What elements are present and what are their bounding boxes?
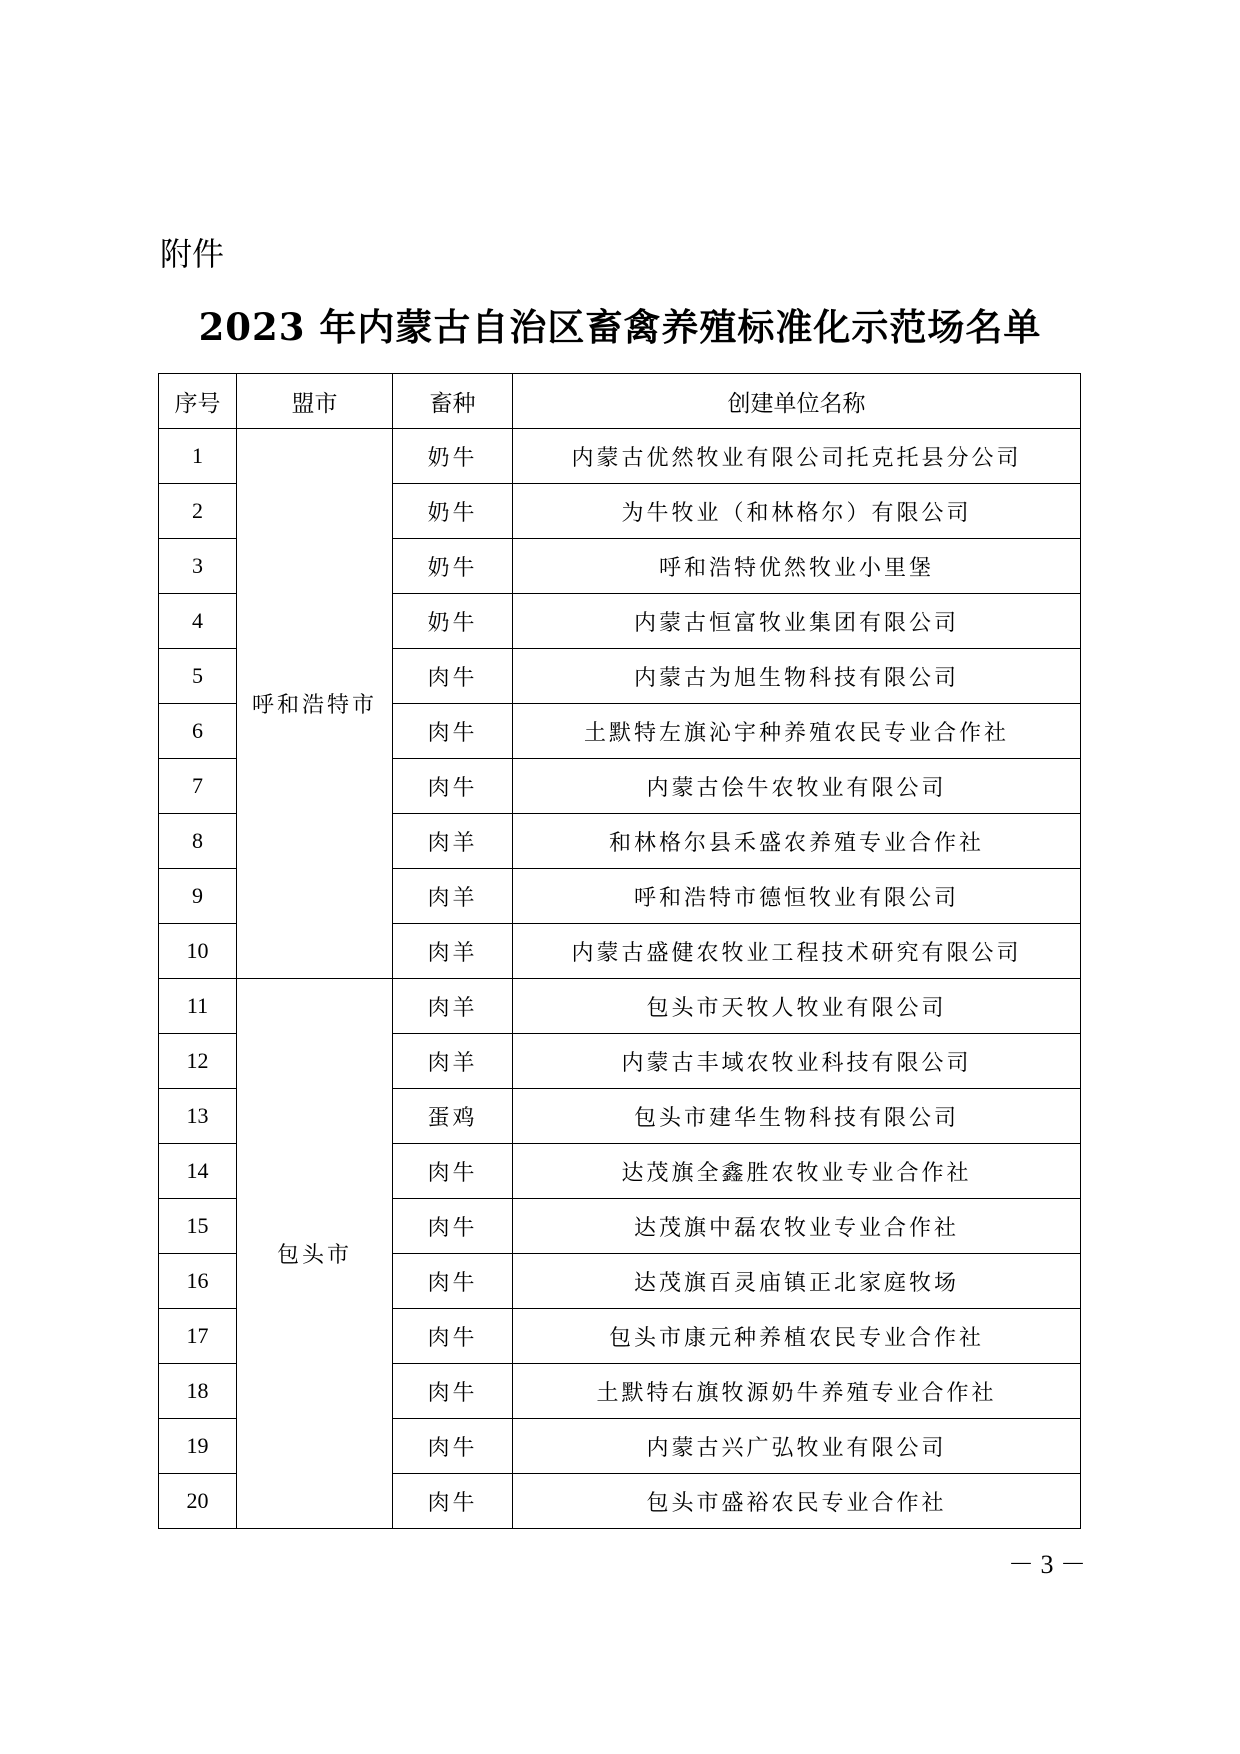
seq-cell: 19 bbox=[159, 1419, 237, 1474]
unit-name-cell: 内蒙古兴广弘牧业有限公司 bbox=[513, 1419, 1081, 1474]
table-row bbox=[159, 429, 1081, 484]
species-cell: 肉牛 bbox=[393, 1419, 513, 1474]
species-cell: 肉羊 bbox=[393, 814, 513, 869]
document-title: 2023 年内蒙古自治区畜禽养殖标准化示范场名单 bbox=[198, 305, 1042, 349]
seq-cell: 12 bbox=[159, 1034, 237, 1089]
region-cell-baotou: 包头市 bbox=[237, 979, 393, 1529]
species-cell: 奶牛 bbox=[393, 484, 513, 539]
seq-cell: 13 bbox=[159, 1089, 237, 1144]
unit-name-cell: 土默特右旗牧源奶牛养殖专业合作社 bbox=[513, 1364, 1081, 1419]
unit-name-cell: 内蒙古盛健农牧业工程技术研究有限公司 bbox=[513, 924, 1081, 979]
unit-name-cell: 呼和浩特市德恒牧业有限公司 bbox=[513, 869, 1081, 924]
seq-cell: 16 bbox=[159, 1254, 237, 1309]
seq-cell: 1 bbox=[159, 429, 237, 484]
species-cell: 蛋鸡 bbox=[393, 1089, 513, 1144]
species-cell: 奶牛 bbox=[393, 429, 513, 484]
species-cell: 奶牛 bbox=[393, 594, 513, 649]
species-cell: 肉牛 bbox=[393, 649, 513, 704]
species-cell: 肉羊 bbox=[393, 869, 513, 924]
seq-cell: 14 bbox=[159, 1144, 237, 1199]
seq-cell: 10 bbox=[159, 924, 237, 979]
unit-name-cell: 内蒙古丰域农牧业科技有限公司 bbox=[513, 1034, 1081, 1089]
unit-name-cell: 呼和浩特优然牧业小里堡 bbox=[513, 539, 1081, 594]
unit-name-cell: 包头市康元种养植农民专业合作社 bbox=[513, 1309, 1081, 1364]
seq-cell: 20 bbox=[159, 1474, 237, 1529]
seq-cell: 15 bbox=[159, 1199, 237, 1254]
seq-cell: 4 bbox=[159, 594, 237, 649]
seq-cell: 6 bbox=[159, 704, 237, 759]
species-cell: 肉牛 bbox=[393, 1309, 513, 1364]
attachment-label: 附件 bbox=[160, 235, 225, 273]
unit-name-cell: 内蒙古优然牧业有限公司托克托县分公司 bbox=[513, 429, 1081, 484]
unit-name-cell: 和林格尔县禾盛农养殖专业合作社 bbox=[513, 814, 1081, 869]
seq-cell: 7 bbox=[159, 759, 237, 814]
species-cell: 肉牛 bbox=[393, 1144, 513, 1199]
unit-name-cell: 达茂旗全鑫胜农牧业专业合作社 bbox=[513, 1144, 1081, 1199]
seq-cell: 3 bbox=[159, 539, 237, 594]
page-number: － 3 － bbox=[1007, 1550, 1086, 1579]
species-cell: 肉牛 bbox=[393, 1254, 513, 1309]
species-cell: 肉羊 bbox=[393, 924, 513, 979]
species-cell: 肉牛 bbox=[393, 1364, 513, 1419]
species-cell: 肉牛 bbox=[393, 1199, 513, 1254]
unit-name-cell: 达茂旗百灵庙镇正北家庭牧场 bbox=[513, 1254, 1081, 1309]
unit-name-cell: 包头市盛裕农民专业合作社 bbox=[513, 1474, 1081, 1529]
header-unit-name: 创建单位名称 bbox=[513, 374, 1081, 429]
unit-name-cell: 包头市建华生物科技有限公司 bbox=[513, 1089, 1081, 1144]
species-cell: 肉牛 bbox=[393, 759, 513, 814]
species-cell: 肉牛 bbox=[393, 704, 513, 759]
species-cell: 肉牛 bbox=[393, 1474, 513, 1529]
unit-name-cell: 达茂旗中磊农牧业专业合作社 bbox=[513, 1199, 1081, 1254]
unit-name-cell: 内蒙古侩牛农牧业有限公司 bbox=[513, 759, 1081, 814]
seq-cell: 17 bbox=[159, 1309, 237, 1364]
seq-cell: 2 bbox=[159, 484, 237, 539]
seq-cell: 9 bbox=[159, 869, 237, 924]
header-region: 盟市 bbox=[237, 374, 393, 429]
seq-cell: 8 bbox=[159, 814, 237, 869]
unit-name-cell: 为牛牧业（和林格尔）有限公司 bbox=[513, 484, 1081, 539]
header-species: 畜种 bbox=[393, 374, 513, 429]
table-row bbox=[159, 979, 1081, 1034]
header-seq: 序号 bbox=[159, 374, 237, 429]
species-cell: 肉羊 bbox=[393, 979, 513, 1034]
seq-cell: 5 bbox=[159, 649, 237, 704]
region-cell-hohhot: 呼和浩特市 bbox=[237, 429, 393, 979]
seq-cell: 18 bbox=[159, 1364, 237, 1419]
table-header-row bbox=[159, 374, 1081, 429]
species-cell: 肉羊 bbox=[393, 1034, 513, 1089]
unit-name-cell: 内蒙古恒富牧业集团有限公司 bbox=[513, 594, 1081, 649]
demonstration-farm-table bbox=[158, 373, 1081, 1529]
seq-cell: 11 bbox=[159, 979, 237, 1034]
unit-name-cell: 内蒙古为旭生物科技有限公司 bbox=[513, 649, 1081, 704]
unit-name-cell: 土默特左旗沁宇种养殖农民专业合作社 bbox=[513, 704, 1081, 759]
species-cell: 奶牛 bbox=[393, 539, 513, 594]
unit-name-cell: 包头市天牧人牧业有限公司 bbox=[513, 979, 1081, 1034]
